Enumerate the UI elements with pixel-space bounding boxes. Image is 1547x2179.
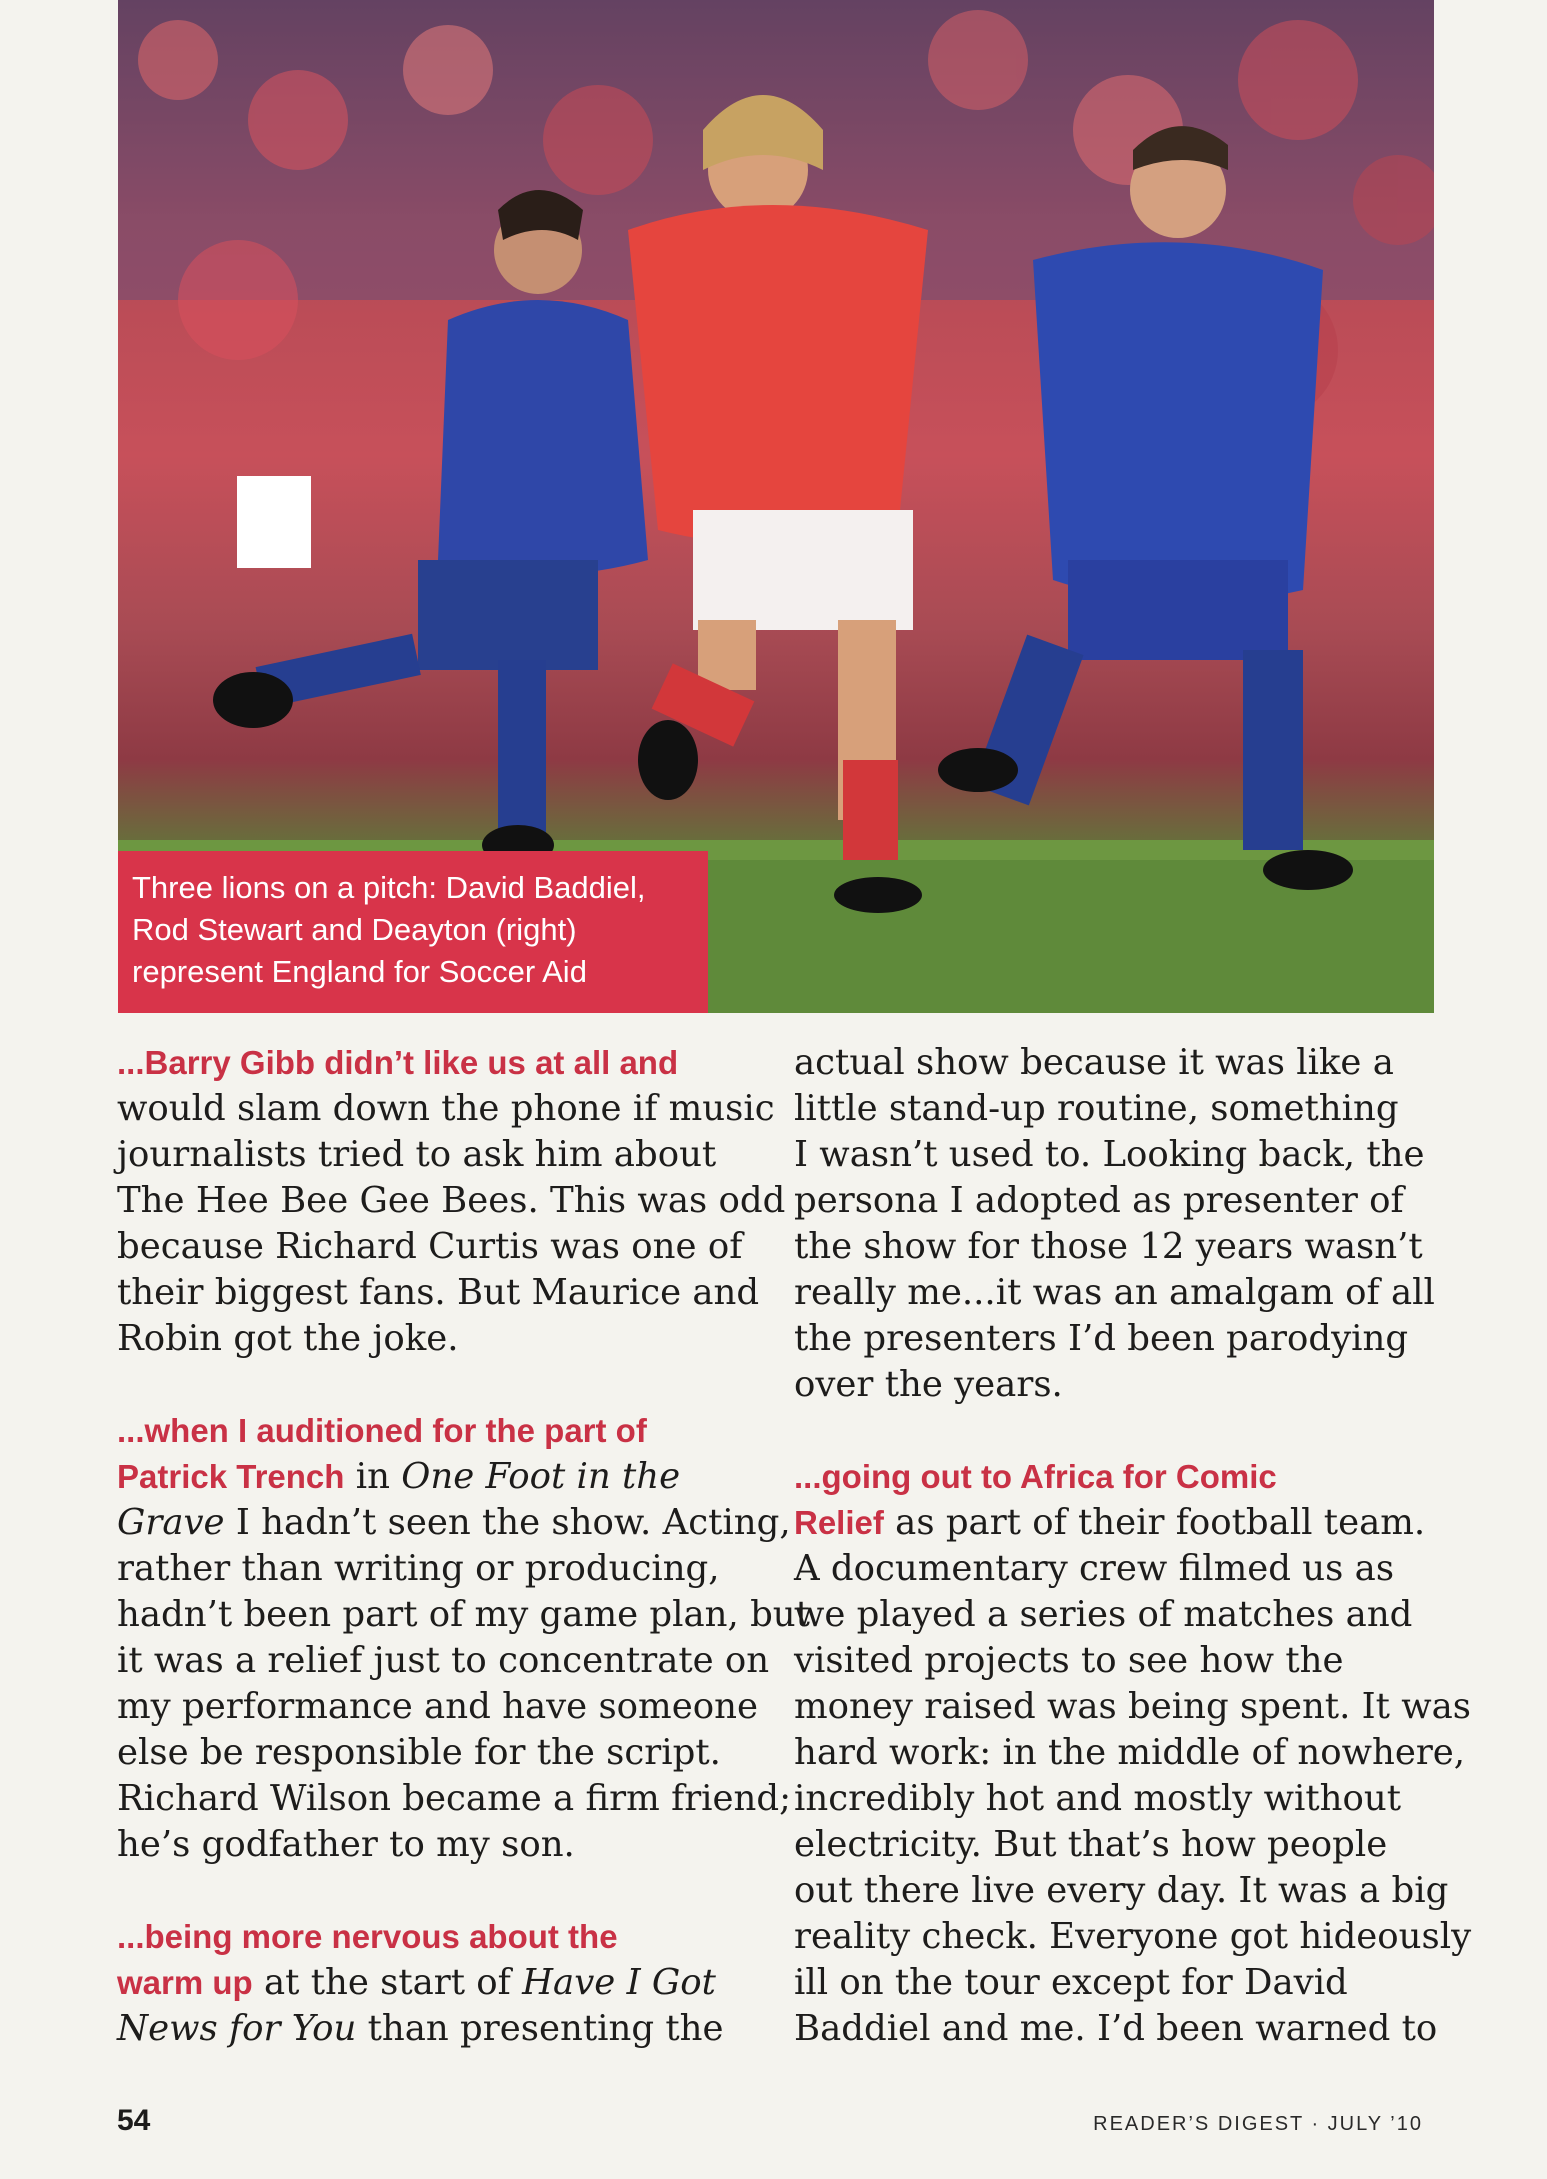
page-number: 54 [117,2104,151,2137]
body-line: hadn’t been part of my game plan, but [117,1594,810,1635]
lead-in-highlight: Relief [794,1504,884,1541]
body-line: really me...it was an amalgam of all [794,1272,1435,1313]
caption-line: Three lions on a pitch: David Baddiel, [132,870,646,905]
body-line: rather than writing or producing, [117,1548,720,1589]
caption-line: represent England for Soccer Aid [132,954,587,989]
lead-in-highlight: ...being more nervous about the [117,1918,618,1955]
caption-line: Rod Stewart and Deayton (right) [132,912,577,947]
body-line: I wasn’t used to. Looking back, the [794,1134,1425,1175]
body-line: A documentary crew filmed us as [794,1548,1395,1589]
body-line: actual show because it was like a [794,1042,1394,1083]
lead-in-highlight: ...when I auditioned for the part of [117,1412,647,1449]
paragraph-barry-gibb [117,1040,786,1362]
body-line: else be responsible for the script. [117,1732,721,1773]
body-line: because Richard Curtis was one of [117,1226,743,1267]
lead-in-highlight: ...Barry Gibb didn’t like us at all and [117,1044,679,1081]
body-line: would slam down the phone if music [117,1088,775,1129]
show-title: Have I Got [522,1962,716,2003]
body-line: the show for those 12 years wasn’t [794,1226,1423,1267]
photo-caption [118,851,708,1013]
body-line: little stand-up routine, something [794,1088,1399,1129]
body-text: I hadn’t seen the show. Acting, [224,1502,791,1543]
article-photo [118,0,1434,1013]
body-line: journalists tried to ask him about [117,1134,717,1175]
body-line: their biggest fans. But Maurice and [117,1272,760,1313]
paragraph-comic-relief [794,1454,1472,2052]
body-text: than presenting the [356,2008,724,2049]
paragraph-one-foot-in-grave [117,1408,810,1868]
lead-in-highlight: warm up [117,1964,253,2001]
paragraph-warm-up [117,1914,757,2052]
body-line: visited projects to see how the [794,1640,1344,1681]
body-line: persona I adopted as presenter of [794,1180,1404,1221]
body-line: money raised was being spent. It was [794,1686,1471,1727]
body-line: over the years. [794,1364,1063,1405]
body-line: he’s godfather to my son. [117,1824,575,1865]
body-line: The Hee Bee Gee Bees. This was odd [117,1180,786,1221]
body-line: it was a relief just to concentrate on [117,1640,770,1681]
body-line: my performance and have someone [117,1686,758,1727]
body-line: electricity. But that’s how people [794,1824,1388,1865]
paragraph-stand-up [794,1040,1434,1408]
body-line: Robin got the joke. [117,1318,459,1359]
body-line: out there live every day. It was a big [794,1870,1449,1911]
body-line: ill on the tour except for David [794,1962,1348,2003]
body-line: incredibly hot and mostly without [794,1778,1401,1819]
body-line: Baddiel and me. I’d been warned to [794,2008,1438,2049]
body-text: in [344,1456,402,1497]
body-line: hard work: in the middle of nowhere, [794,1732,1466,1773]
lead-in-highlight: ...going out to Africa for Comic [794,1458,1277,1495]
body-line: we played a series of matches and [794,1594,1413,1635]
show-title: News for You [117,2008,357,2049]
body-line: reality check. Everyone got hideously [794,1916,1472,1957]
body-text: as part of their football team. [883,1502,1426,1543]
show-title: Grave [117,1502,225,1543]
page-tear-mark [237,476,311,568]
show-title: One Foot in the [401,1456,681,1497]
body-line: Richard Wilson became a firm friend; [117,1778,792,1819]
body-text: at the start of [252,1962,523,2003]
right-column [794,1040,1472,2098]
lead-in-highlight: Patrick Trench [117,1458,345,1495]
magazine-footer: READER’S DIGEST · JULY ’10 [1093,2113,1423,2135]
left-column [117,1040,810,2098]
body-line: the presenters I’d been parodying [794,1318,1409,1359]
